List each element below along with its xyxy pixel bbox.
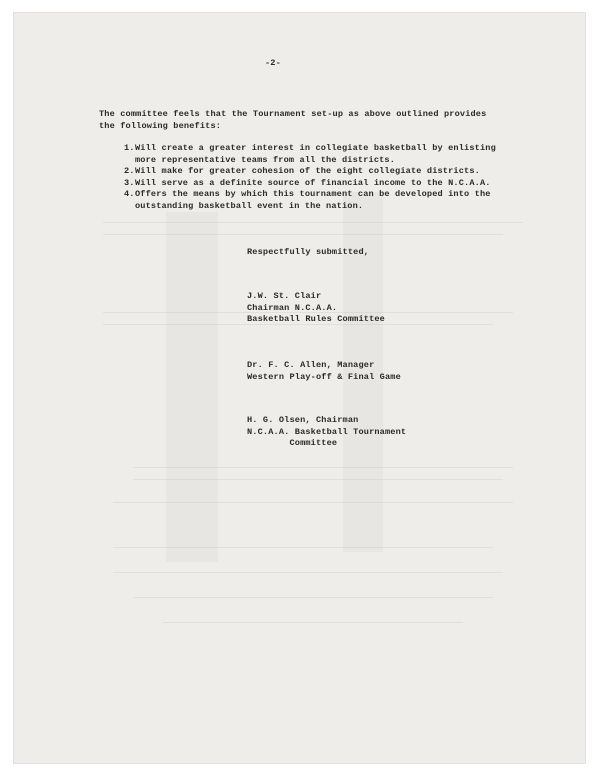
show-through-line [113, 572, 503, 573]
show-through-line [133, 597, 493, 598]
list-item-text: Will make for greater cohesion of the eight collegiate districts. [135, 166, 480, 176]
list-item-number: 4. [124, 189, 135, 199]
benefits-list [124, 143, 496, 212]
list-item-number: 1. [124, 143, 135, 153]
list-item-text: Will serve as a definite source of financial income to the N.C.A.A. [135, 177, 491, 188]
show-through-line [163, 622, 463, 623]
show-through-line [113, 547, 493, 548]
show-through-line [103, 234, 503, 235]
show-through-band-left [166, 212, 218, 562]
list-item [124, 189, 496, 212]
list-item-number: 3. [124, 177, 135, 188]
signature-block-allen: Dr. F. C. Allen, Manager Western Play-off & Final Game [247, 360, 401, 382]
signature-block-st-clair: J.W. St. Clair Chairman N.C.A.A. Basketball Rules Committee [247, 291, 385, 324]
show-through-line [113, 502, 513, 503]
intro-paragraph: The committee feels that the Tournament set-up as above outlined provides the following benefits: [99, 109, 487, 131]
show-through-line [103, 222, 523, 223]
list-item [124, 166, 496, 178]
show-through-line [133, 479, 503, 480]
list-item-text: Offers the means by which this tournament can be developed into the outstanding basketball event in the nation. [135, 189, 491, 211]
closing-line: Respectfully submitted, [247, 247, 370, 257]
page-number: -2- [265, 58, 281, 68]
list-item-text: Will create a greater interest in collegiate basketball by enlisting more representative teams from all the districts. [135, 143, 496, 165]
list-item [124, 178, 496, 190]
show-through-line [133, 467, 513, 468]
signature-block-olsen: H. G. Olsen, Chairman N.C.A.A. Basketball Tournament Committee [247, 415, 407, 448]
list-item-number: 2. [124, 166, 135, 176]
list-item [124, 143, 496, 166]
